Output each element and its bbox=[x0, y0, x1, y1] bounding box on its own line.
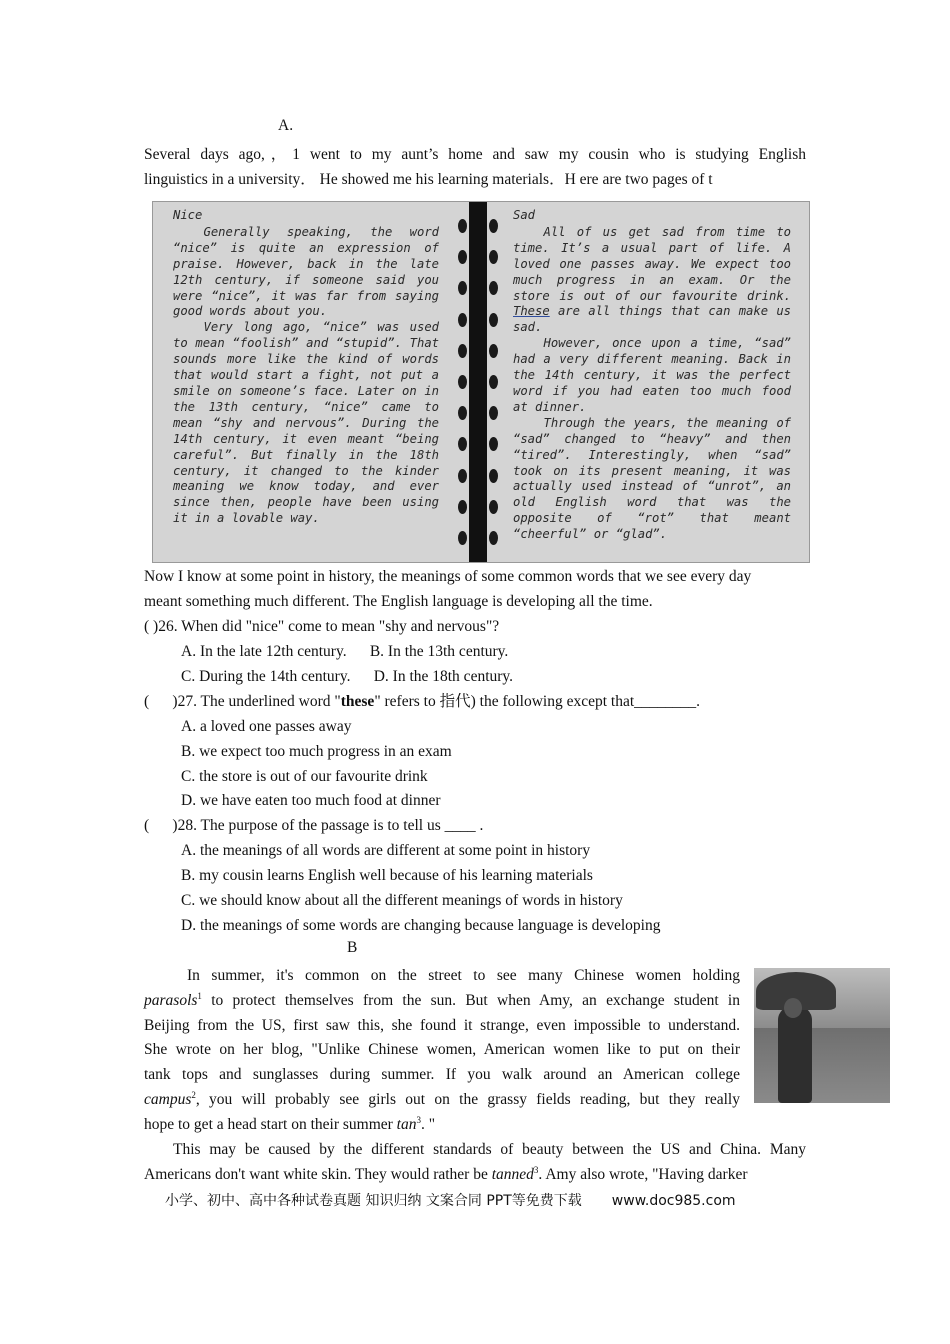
notebook-left-title: Nice bbox=[173, 208, 203, 222]
b-line-7: hope to get a head start on their summer $\tan^3$. " bbox=[144, 1114, 436, 1133]
b-line-1: In summer, it's common on the street to see many Chinese women holding bbox=[187, 967, 740, 984]
q27-option-a: A. a loved one passes away bbox=[181, 718, 352, 735]
footer-url[interactable]: www.doc985.com bbox=[611, 1193, 736, 1209]
woman-with-parasol-photo bbox=[754, 968, 890, 1103]
b-line-9: Americans don't want white skin. They would rather be tanned$^3$. Amy also wrote, "Having darker bbox=[144, 1164, 748, 1183]
intro-line-1: Several days ago,，1 went to my aunt’s home and saw my cousin who is studying English bbox=[144, 146, 806, 163]
b-line-3: Beijing from the US, first saw this, she found it strange, even impossible to understand. bbox=[144, 1017, 740, 1034]
question-27: ( )27. The underlined word "these" refers to 指代) the following except that________. bbox=[144, 693, 701, 710]
section-b-heading: B bbox=[347, 939, 358, 956]
notebook-right-para-3: Through the years, the meaning of “sad” changed to “heavy” and then “tired”. Interestingly, when “sad” took on its present meaning, it was actually used instead of “unrot”, an old English word that was the opposite of “rot” that meant “cheerful” or “glad”. bbox=[513, 415, 791, 542]
q27-option-d: D. we have eaten too much food at dinner bbox=[181, 792, 441, 809]
after-line-1: Now I know at some point in history, the meanings of some common words that we see every day bbox=[144, 568, 752, 585]
notebook-right-page bbox=[513, 208, 791, 543]
q26-options-ab: A. In the late 12th century. B. In the 13th century. bbox=[181, 643, 509, 660]
question-26: ( )26. When did "nice" come to mean "shy and nervous"? bbox=[144, 618, 500, 635]
q28-option-d: D. the meanings of some words are changing because language is developing bbox=[181, 917, 661, 934]
b-line-4: She wrote on her blog, "Unlike Chinese women, American women like to put on their bbox=[144, 1041, 740, 1058]
b-line-8: This may be caused by the different standards of beauty between the US and China. Many bbox=[173, 1141, 806, 1158]
underlined-word-these: These bbox=[513, 304, 550, 319]
notebook-binding-holes bbox=[453, 216, 503, 559]
bold-word-these: these bbox=[340, 693, 375, 710]
intro-line-2: linguistics in a university． He showed me his learning materials．H ere are two pages of t bbox=[144, 171, 713, 188]
b-line-2: parasols$^1$ to protect themselves from the sun. But when Amy, an exchange student in bbox=[144, 990, 740, 1009]
notebook-scan-image bbox=[152, 201, 810, 563]
notebook-right-title: Sad bbox=[513, 208, 536, 222]
notebook-left-para-2: Very long ago, “nice” was used to mean “foolish” and “stupid”. That sounds more like the kind of words that would start a fight, not put a smile on someone’s face. Later on in the 13th century, “nice” came to mean “shy and nervous”. During the 14th century, it even meant “being careful”. But finally in the 18th century, it changed to the kinder meaning we know today, and ever since then, people have been using it in a lovable way. bbox=[173, 320, 439, 526]
b-line-5: tank tops and sunglasses during summer. If you walk around an American college bbox=[144, 1066, 740, 1083]
notebook-right-para-1: All of us get sad from time to time. It’s a usual part of life. A loved one passes away. We expect too much progress in an exam. Or the store is out of our favourite drink. These are all things that can make us sad. bbox=[513, 224, 792, 335]
q28-option-a: A. the meanings of all words are different at some point in history bbox=[181, 842, 591, 859]
q28-option-b: B. my cousin learns English well because of his learning materials bbox=[181, 867, 593, 884]
section-a-heading: A. bbox=[278, 117, 294, 134]
q27-option-c: C. the store is out of our favourite drink bbox=[181, 768, 428, 785]
notebook-left-para-1: Generally speaking, the word “nice” is quite an expression of praise. However, back in the late 12th century, if someone said you were “nice”, it was far from saying good words about you. bbox=[173, 224, 439, 319]
notebook-right-para-2: However, once upon a time, “sad” had a very different meaning. Back in the 14th century, it was the perfect word if you had eaten too much food at dinner. bbox=[513, 336, 791, 414]
q28-option-c: C. we should know about all the different meanings of words in history bbox=[181, 892, 623, 909]
question-28: ( )28. The purpose of the passage is to tell us ____ . bbox=[144, 817, 484, 834]
notebook-left-page bbox=[173, 208, 439, 527]
footer-text: 小学、初中、高中各种试卷真题 知识归纳 文案合同 PPT等免费下载 bbox=[165, 1193, 582, 1209]
q27-option-b: B. we expect too much progress in an exam bbox=[181, 743, 452, 760]
q26-options-cd: C. During the 14th century. D. In the 18th century. bbox=[181, 668, 514, 685]
after-line-2: meant something much different. The English language is developing all the time. bbox=[144, 593, 653, 610]
b-line-6: campus$^2$, you will probably see girls out on the grassy fields reading, but they really bbox=[144, 1089, 740, 1108]
page-footer bbox=[165, 1190, 736, 1210]
